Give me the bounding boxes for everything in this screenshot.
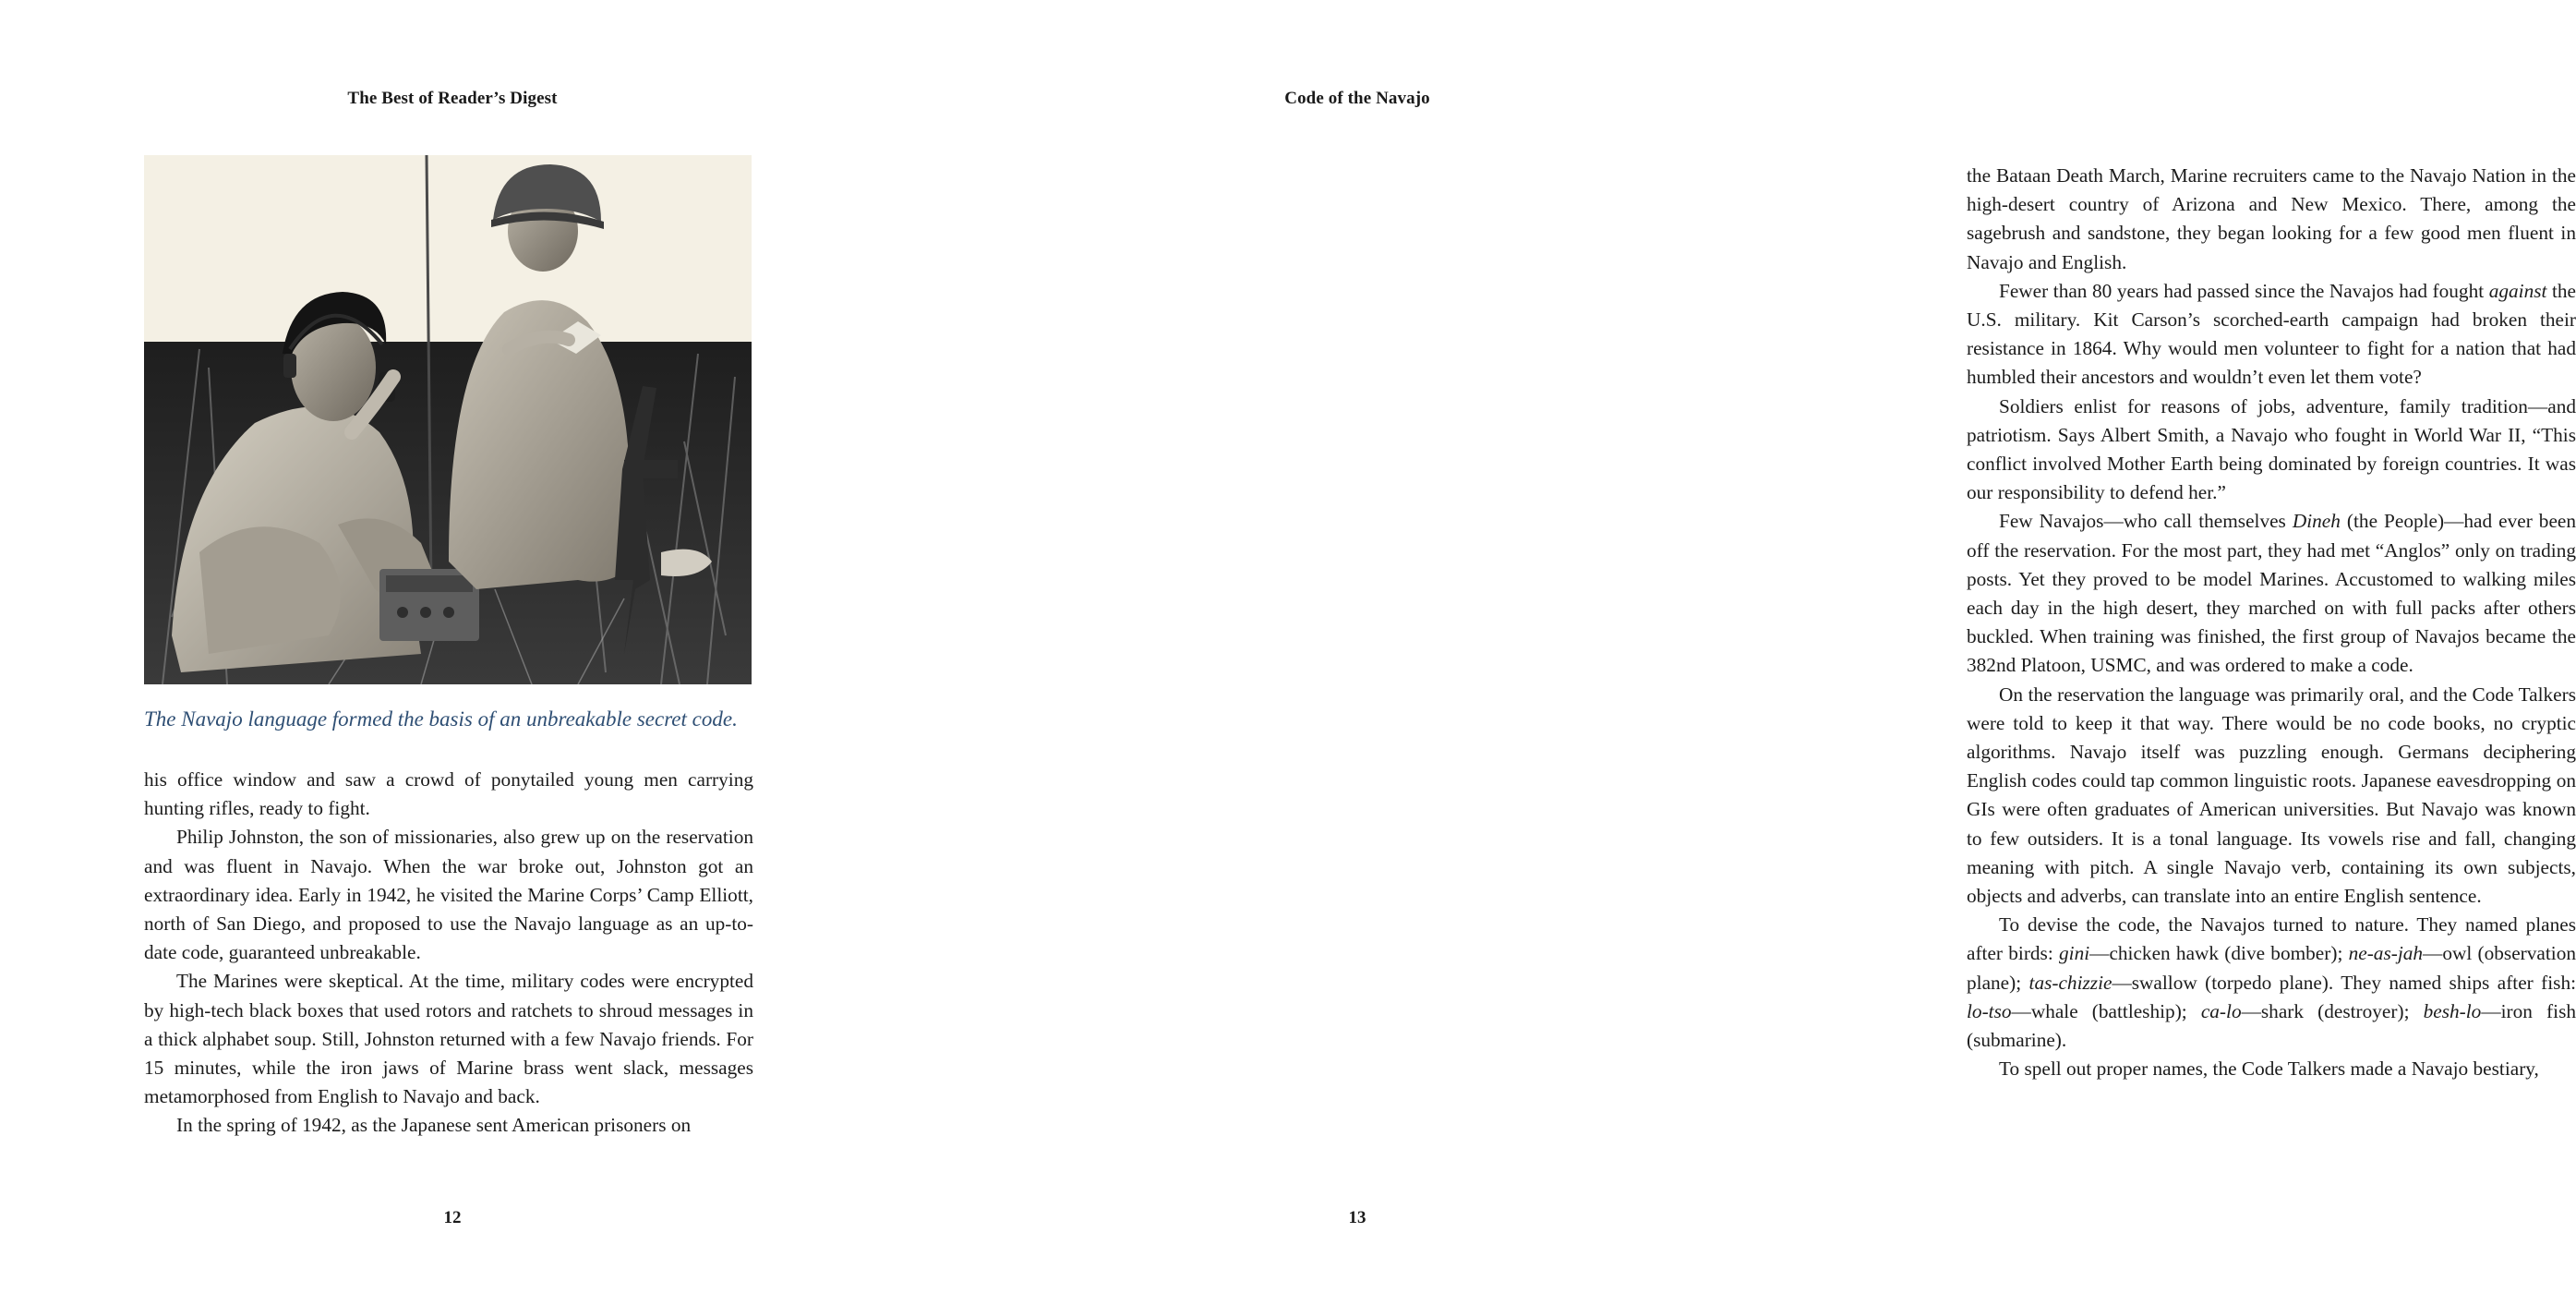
paragraph: his office window and saw a crowd of ponytailed young men carrying hunting rifles, ready to fight. [144,768,753,820]
text-run: —swallow (torpedo plane). They named ships after fish: [2112,971,2576,994]
right-page [905,0,2576,1293]
paragraph: The Marines were skeptical. At the time, military codes were encrypted by high-tech black boxes that used rotors and ratchets to shroud messages in a thick alphabet soup. Still, Johnston returned with a few Navajo friends. For 15 minutes, while the iron jaws of Marine brass went slack, messages metamorphosed from English to Navajo and back. [144,970,753,1108]
running-head-left: The Best of Reader’s Digest [347,89,558,108]
paragraph: In the spring of 1942, as the Japanese sent American prisoners on [176,1114,692,1137]
italic-term: lo-tso [1967,999,2012,1022]
italic-term: tas-chizzie [2028,971,2113,994]
paragraph: To spell out proper names, the Code Talkers made a Navajo bestiary, [1999,1057,2539,1081]
text-run: Fewer than 80 years had passed since the Navajos had fought [1999,279,2489,302]
text-run: (the People)—had ever been off the reservation. For the most part, they had met “Anglos” only on trading posts. Yet they proved to be model Marines. Accustomed to walking miles each day in the high desert, they marched on with full packs after others buckled. When training was finished, the first group of Navajos became the 382nd Platoon, USMC, and was ordered to make a code. [1967,510,2576,677]
photo-caption: The Navajo language formed the basis of an unbreakable secret code. [144,707,738,731]
text-run: —iron fish (submarine). [1967,999,2576,1052]
photo-navajo-code-talkers [144,155,752,684]
paragraph [1967,507,2576,680]
left-page [0,0,905,1293]
paragraph [1967,911,2576,1055]
italic-term: gini [2059,942,2090,965]
page-number-left: 12 [443,1208,462,1227]
running-head-right: Code of the Navajo [1284,89,1430,108]
italic-term: ne-as-jah [2348,942,2424,965]
paragraph: the Bataan Death March, Marine recruiters came to the Navajo Nation in the high-desert country of Arizona and New Mexico. There, among the sagebrush and sandstone, they began looking for a few good men fluent in Navajo and English. [1967,164,2576,273]
paragraph [1967,277,2576,393]
italic-term: against [2488,279,2547,302]
paragraph: Soldiers enlist for reasons of jobs, adventure, family tradition—and patriotism. Says Albert Smith, a Navajo who fought in World War II, “This conflict involved Mother Earth being dominated by foreign countries. It was our responsibility to defend her.” [1967,394,2576,504]
text-run: —owl (observation plane); [1967,942,2576,994]
text-run: —chicken hawk (dive bomber); [2089,942,2349,965]
page-number-right: 13 [1348,1208,1366,1227]
paragraph: Philip Johnston, the son of missionaries, also grew up on the reservation and was fluent in Navajo. When the war broke out, Johnston got an extraordinary idea. Early in 1942, he visited the Marine Corps’ Camp Elliott, north of San Diego, and proposed to use the Navajo language as an up-to-date code, guaranteed unbreakable. [144,826,753,964]
text-run: —whale (battleship); [2011,999,2201,1022]
text-run: —shark (destroyer); [2241,999,2424,1022]
text-run: Few Navajos—who call themselves [1999,510,2293,533]
text-run: To devise the code, the Navajos turned to nature. They named planes after birds: [1967,913,2576,965]
right-body-text [1967,162,2576,1084]
italic-term: Dineh [2292,510,2341,533]
text-run: the U.S. military. Kit Carson’s scorched-earth campaign had broken their resistance in 1864. Why would men volunteer to fight for a nation that had humbled their ancestors and wouldn’t even let them vote? [1967,279,2576,389]
left-body-text [144,766,753,1141]
italic-term: besh-lo [2423,999,2482,1022]
italic-term: ca-lo [2200,999,2242,1022]
paragraph: On the reservation the language was primarily oral, and the Code Talkers were told to keep it that way. There would be no code books, no cryptic algorithms. Navajo itself was puzzling enough. Germans deciphering English codes could tap common linguistic roots. Japanese eavesdropping on GIs were often graduates of American universities. But Navajo was known to few outsiders. It is a tonal language. Its vowels rise and fall, changing meaning with pitch. A single Navajo verb, containing its own subjects, objects and adverbs, can translate into an entire English sentence. [1967,683,2576,908]
